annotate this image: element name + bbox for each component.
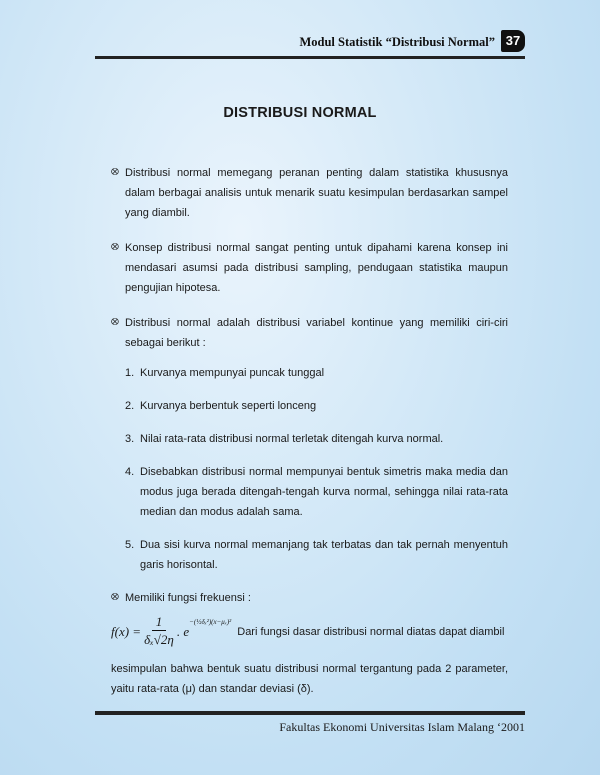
- bullet-text: Distribusi normal memegang peranan penting dalam statistika khususnya dalam berbagai analisis untuk menarik suatu kesimpulan berdasarkan sampel yang diambil.: [125, 167, 508, 219]
- page-footer: [95, 711, 525, 735]
- bullet-paragraph: [111, 588, 508, 608]
- bullet-text: Memiliki fungsi frekuensi :: [125, 592, 251, 604]
- bullet-paragraph: [111, 238, 508, 298]
- list-item: 4. Disebabkan distribusi normal mempunyai bentuk simetris maka media dan modus juga berada ditengah-tengah kurva normal, sehingga nilai rata-rata median dan modus adalah sama.: [125, 466, 508, 518]
- list-item: 1. Kurvanya mempunyai puncak tunggal: [125, 367, 325, 379]
- normal-pdf-formula: f(x) = $\frac{1}{\text{δₓ√2η}}$ . e −(½δₓ²)(x−μₓ)²: [111, 614, 232, 647]
- header-rule: [95, 56, 525, 59]
- bullet-text: Konsep distribusi normal sangat penting untuk dipahami karena konsep ini mendasari asumsi pada distribusi sampling, pendugaan statistika maupun pengujian hipotesa.: [125, 242, 508, 294]
- characteristics-list: [125, 363, 508, 575]
- diamond-bullet-icon: ⭙: [111, 167, 119, 178]
- formula-row: [111, 614, 508, 649]
- diamond-bullet-icon: ⭙: [111, 317, 119, 328]
- footer-text: Fakultas Ekonomi Universitas Islam Malang ‘2001: [279, 720, 525, 734]
- conclusion-text: kesimpulan bahwa bentuk suatu distribusi normal tergantung pada 2 parameter, yaitu rata-rata (μ) dan standar deviasi (δ).: [111, 663, 508, 695]
- page-header: [95, 29, 525, 61]
- list-item: 2. Kurvanya berbentuk seperti lonceng: [125, 400, 317, 412]
- bullet-text: Distribusi normal adalah distribusi variabel kontinue yang memiliki ciri-ciri sebagai berikut :: [125, 317, 508, 349]
- bullet-paragraph: [111, 313, 508, 575]
- diamond-bullet-icon: ⭙: [111, 242, 119, 253]
- page-title: DISTRIBUSI NORMAL: [223, 105, 377, 121]
- page-number-badge: 37: [501, 30, 525, 52]
- bullet-paragraph: [111, 163, 508, 223]
- header-title: Modul Statistik “Distribusi Normal”: [299, 35, 495, 49]
- diamond-bullet-icon: ⭙: [111, 592, 119, 603]
- formula-text: Dari fungsi dasar distribusi normal diatas dapat diambil: [237, 625, 505, 638]
- list-item: 3. Nilai rata-rata distribusi normal terletak ditengah kurva normal.: [125, 433, 444, 445]
- footer-rule: [95, 711, 525, 715]
- document-body: [111, 163, 508, 699]
- list-item: 5. Dua sisi kurva normal memanjang tak terbatas dan tak pernah menyentuh garis horisontal.: [125, 539, 508, 571]
